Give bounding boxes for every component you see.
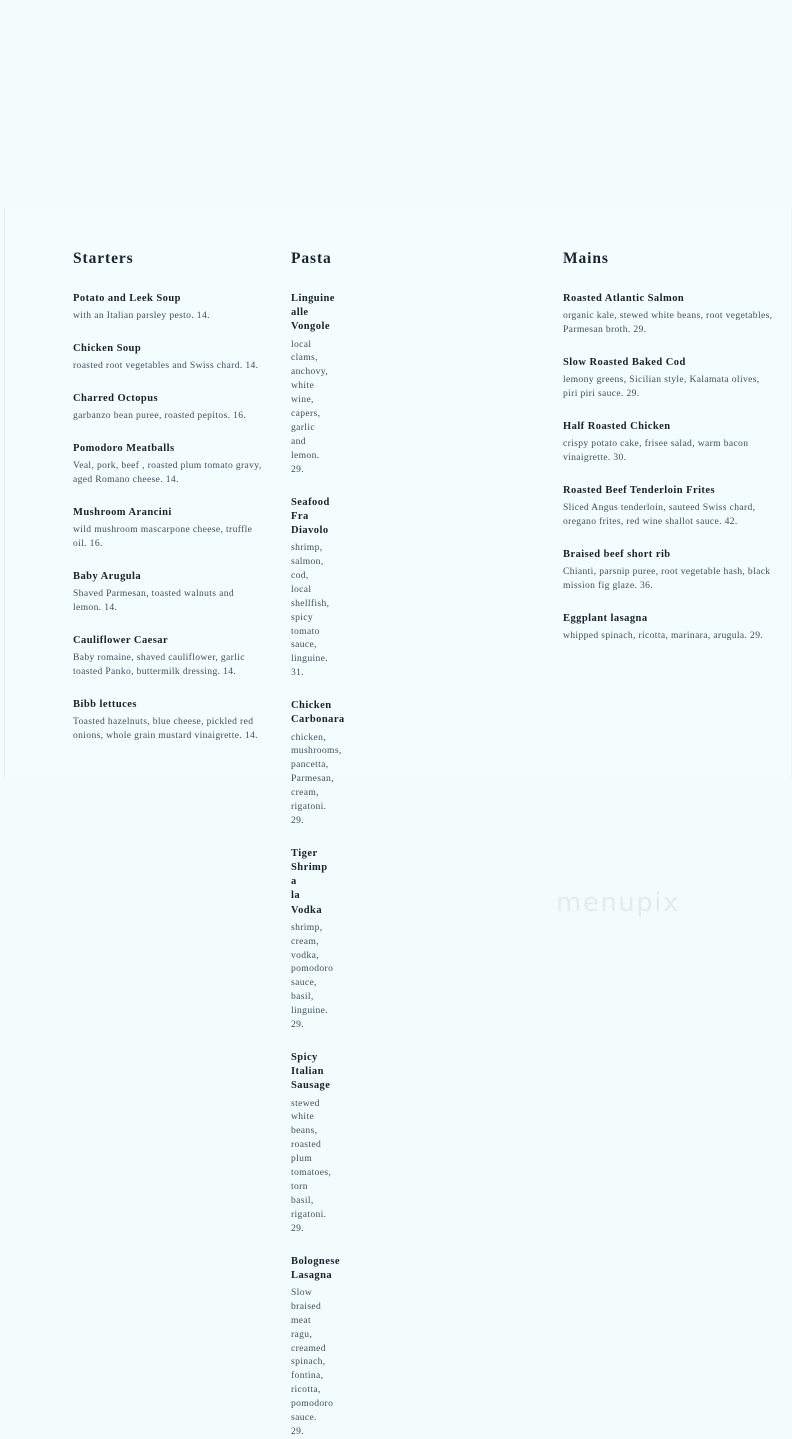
menu-item-description: lemony greens, Sicilian style, Kalamata olives, piri piri sauce. 29. xyxy=(563,374,760,400)
menu-item-name: Roasted Atlantic Salmon xyxy=(563,293,685,305)
menu-item-name: Braised beef short rib xyxy=(563,548,671,560)
menu-item-description: organic kale, stewed white beans, root vegetables, Parmesan broth. 29. xyxy=(563,310,773,336)
menu-item-name: Half Roasted Chicken xyxy=(563,421,671,433)
section-title-starters: Starters xyxy=(73,250,134,267)
menu-item-name: Baby Arugula xyxy=(73,571,142,583)
menu-item-name: Mushroom Arancini xyxy=(73,507,172,519)
menu-item xyxy=(563,356,777,401)
menu-item-description: Veal, pork, beef , roasted plum tomato gravy, aged Romano cheese. 14. xyxy=(73,460,262,486)
menu-item-description: Sliced Angus tenderloin, sauteed Swiss chard, oregano frites, red wine shallot sauce. 42. xyxy=(563,502,756,528)
menu-item-description: with an Italian parsley pesto. 14. xyxy=(73,310,210,322)
menu-item-description: whipped spinach, ricotta, marinara, arugula. 29. xyxy=(563,630,764,642)
menu-item-name: Cauliflower Caesar xyxy=(73,635,169,647)
menu-item xyxy=(563,484,777,529)
menu-item-name: Roasted Beef Tenderloin Frites xyxy=(563,485,716,496)
menu-item-name: Charred Octopus xyxy=(73,393,159,405)
section-title-mains: Mains xyxy=(563,250,609,267)
menu-item-description: crispy potato cake, frisee salad, warm bacon vinaigrette. 30. xyxy=(563,438,749,464)
menu-item xyxy=(563,612,777,643)
menu-item xyxy=(563,420,777,465)
menu-item xyxy=(563,292,777,337)
menu-item xyxy=(563,548,777,593)
menu-item-description: Baby romaine, shaved cauliflower, garlic toasted Panko, buttermilk dressing. 14. xyxy=(73,652,245,678)
menu-item-name: Slow Roasted Baked Cod xyxy=(563,357,686,369)
menu-item-name: Potato and Leek Soup xyxy=(73,293,181,305)
menu-item-description: wild mushroom mascarpone cheese, truffle oil. 16. xyxy=(73,524,253,550)
menu-item-name: Bibb lettuces xyxy=(73,699,137,711)
menu-item-description: roasted root vegetables and Swiss chard. 14. xyxy=(73,360,259,372)
menu-column-mains xyxy=(553,207,791,643)
menu-item-description: garbanzo bean puree, roasted pepitos. 16. xyxy=(73,410,247,422)
menu-column-pasta: Pasta Linguine alle Vongole local clams, anchovy, white wine, capers, garlic and lemon. 29. Seafood Fra Diavolo shrimp, salmon, cod, local shellfish, spicy tomato sauce, linguine. 31. Chicken Carbonara chicken, mushrooms, pancetta, Parmesan, cream, rigatoni. 29. Tiger Shrimp a la Vodka shrimp, cream, vodka, pomodoro sauce, basil, linguine. 29. Spicy Italian Sausage stewed white beans, roasted plum tomatoes, torn basil, rigatoni. 29. Bolognese Lasagna Slow braised meat ragu, creamed spinach, fontina, ricotta, pomodoro sauce. 29. xyxy=(291,250,345,1437)
menu-item-description: Chianti, parsnip puree, root vegetable hash, black mission fig glaze. 36. xyxy=(563,566,771,592)
menu-item-name: Chicken Soup xyxy=(73,343,142,355)
menupix-watermark: menupix xyxy=(556,888,680,918)
menu-item-description: Toasted hazelnuts, blue cheese, pickled red onions, whole grain mustard vinaigrette. 14. xyxy=(73,716,258,742)
menu-item-name: Eggplant lasagna xyxy=(563,612,648,624)
section-items-mains xyxy=(563,292,777,643)
menu-item-description: Shaved Parmesan, toasted walnuts and lemon. 14. xyxy=(73,588,235,614)
menu-item-name: Pomodoro Meatballs xyxy=(73,443,175,455)
